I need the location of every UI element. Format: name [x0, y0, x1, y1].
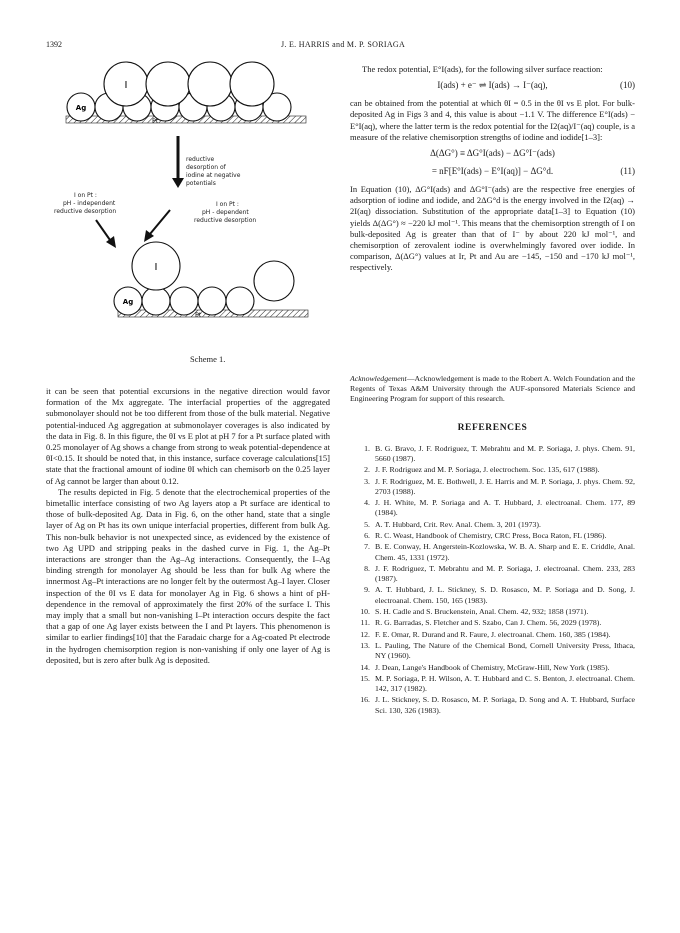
scheme-caption: Scheme 1.: [190, 354, 226, 364]
reference-text: J. L. Stickney, S. D. Rosasco, M. P. Soriaga, D. Song and A. T. Hubbard, Surface Sci. 130, 326 (1983).: [375, 695, 635, 715]
reference-text: J. F. Rodriguez, T. Mebrahtu and M. P. Soriaga, J. electroanal. Chem. 233, 283 (1987).: [375, 563, 635, 584]
reference-number: 4.: [364, 498, 370, 508]
reference-number: 2.: [364, 465, 370, 475]
reference-number: 3.: [364, 476, 370, 486]
reference-item: [350, 663, 635, 673]
reference-text: F. E. Omar, R. Durand and R. Faure, J. electroanal. Chem. 160, 385 (1984).: [375, 629, 611, 639]
iodine-atom: [188, 62, 232, 106]
reference-item: [350, 674, 635, 694]
svg-text:reductive: reductive: [186, 156, 215, 163]
equation-10: I(ads) + e⁻ ⇌ I(ads) → I⁻(aq), (10): [437, 80, 635, 91]
reference-text: J. F. Rodriguez, M. E. Bothwell, J. E. Harris and M. P. Soriaga, J. phys. Chem. 92, 2703 (1988).: [375, 476, 635, 496]
right-column-lower: [350, 374, 635, 717]
arrow-down-head: [172, 178, 184, 188]
svg-text:reductive desorption: reductive desorption: [54, 208, 117, 215]
reference-number: 10.: [360, 606, 370, 616]
reference-number: 5.: [364, 519, 370, 529]
left-column: [46, 386, 330, 666]
paragraph: The redox potential, E°I(ads), for the following silver surface reaction:: [362, 64, 603, 74]
page-number: 1392: [46, 40, 62, 49]
annotation-center: [186, 156, 241, 187]
reference-text: J. H. White, M. P. Soriaga and A. T. Hubbard, J. electroanal. Chem. 177, 89 (1984).: [375, 498, 635, 518]
iodine-atom: [254, 261, 294, 301]
svg-text:reductive desorption: reductive desorption: [194, 217, 257, 224]
reference-number: 14.: [360, 662, 370, 672]
ag-atom: [170, 287, 198, 315]
ag-label: Ag: [75, 104, 87, 112]
paragraph: The results depicted in Fig. 5 denote that the electrochemical properties of the bimetallic interface consisting of two Ag layers atop a Pt surface are identical to those of bulk-deposited Ag. Data in Fig. 6, on the other hand, state that a single layer of Ag on Pt has its own unique interfacial properties, different from bulk Ag. This non-bulk behavior is not unexpected since, as evidenced by the existence of two Ag UPD and stripping peaks in the dashed curve in Fig. 1, the Ag–Pt interactions are stronger than the Ag–Ag interactions. Consequently, the I–Ag binding strength for monolayer Ag should be less than for bulk Ag where the innermost Ag–Pt interactions are no longer felt by the outermost Ag–I layer. Closer inspection of the θI vs E data for monolayer Ag in Fig. 6 shows a hint of pH-dependence in the removal of approximately the first 20% of the surface I. This may imply that a small but non-vanishing I–Pt interaction occurs despite the fact that a gap of one Ag layer exists between the I and Pt layers. This phenomenon is similar to earlier findings[10] that the Faradaic charge for a Ag-coated Pt electrode in the hydrogen chemisorption region is non-vanishing if only one layer of Ag is deposited, but is zero after bulk Ag is deposited.: [46, 486, 330, 665]
scheme-diagram: [46, 60, 336, 360]
ag-atom: [198, 287, 226, 315]
reference-item: [350, 465, 635, 475]
svg-text:I on Pt :: I on Pt :: [74, 192, 97, 199]
reference-text: B. G. Bravo, J. F. Rodriguez, T. Mebrahtu and M. P. Soriaga, J. phys. Chem. 91, 5660 (1987).: [375, 443, 635, 463]
page-header: [46, 40, 640, 54]
reference-item: [350, 630, 635, 640]
reference-text: L. Pauling, The Nature of the Chemical Bond, Cornell University Press, Ithaca, NY (1960).: [375, 641, 635, 661]
reference-item: [350, 695, 635, 715]
reference-number: 16.: [360, 695, 370, 705]
scheme-figure: [46, 60, 336, 360]
reference-item: [350, 564, 635, 584]
reference-text: J. Dean, Lange's Handbook of Chemistry, McGraw-Hill, New York (1985).: [375, 662, 610, 672]
reference-number: 15.: [360, 673, 370, 683]
reference-text: B. E. Conway, H. Angerstein-Kozlowska, W. B. A. Sharp and E. E. Criddle, Anal. Chem. 45, 1331 (1972).: [375, 542, 635, 562]
svg-text:desorption of: desorption of: [186, 164, 226, 171]
paragraph: In Equation (10), ΔG°I(ads) and ΔG°I⁻(ads) are the respective free energies of adsorption of iodine and iodide, and 2ΔG°d is the energy involved in the I2(aq) → 2I(aq) dissociation. Substitution of the appropriate data[1–3] to Equation (10) yields Δ(ΔG°) ≈ −220 kJ mol⁻¹. This means that the chemisorption strength of I on bulk-deposited Ag is greater than that of I⁻ by about 220 kJ mol⁻¹, and chemisorption of zerovalent iodine is overwhelmingly favored over iodide. In comparison, Δ(ΔG°) values at Ir, Pt and Au are −145, −150 and −170 kJ mol⁻¹, respectively.: [350, 184, 635, 273]
reference-item: [350, 498, 635, 518]
reference-number: 9.: [364, 585, 370, 595]
arrow-right: [150, 210, 170, 234]
ag-label: Ag: [122, 298, 134, 306]
reference-item: [350, 585, 635, 605]
reference-item: [350, 531, 635, 541]
ag-atom: [226, 287, 254, 315]
paragraph: it can be seen that potential excursions in the negative direction would favor formation of the Mx aggregate. The interfacial properties of the aggregated submonolayer should not be too different from those of the bulk material. Negative potential-induced Ag aggregation at submonolayer coverages is also indicated by the data in Fig. 8. In this figure, the θI vs E plot at pH 7 for a Pt surface plated with 0.25 monolayer of Ag shows a change from strong to weak potential-dependence at θI<0.15. It should be noted that, in this instance, surface coverage calculations[15] state that the fractional amount of iodine θI which can chemisorb on the 0.25 layer of Ag cannot be larger than about 0.12.: [46, 386, 330, 486]
reference-text: S. H. Cadle and S. Bruckenstein, Anal. Chem. 42, 932; 1858 (1971).: [375, 606, 589, 616]
reference-number: 1.: [364, 443, 370, 453]
reference-item: [350, 607, 635, 617]
reference-number: 11.: [360, 618, 370, 628]
reference-number: 6.: [364, 531, 370, 541]
references-list: [350, 444, 635, 716]
equation-11a: Δ(ΔG°) ≡ ΔG°I(ads) − ΔG°I⁻(ads): [430, 148, 555, 159]
equation-11b: = nF[E°I(ads) − E°I(aq)] − ΔG°d. (11): [431, 166, 635, 177]
arrow-left: [96, 220, 110, 240]
svg-text:iodine at negative: iodine at negative: [186, 172, 241, 179]
reference-number: 12.: [360, 629, 370, 639]
iodine-label: I: [154, 262, 158, 273]
right-column: [350, 64, 635, 274]
annotation-left: [54, 192, 116, 215]
paragraph: can be obtained from the potential at which θI = 0.5 in the θI vs E plot. For bulk-deposited Ag in Figs 3 and 4, this value is about −1.1 V. The difference E°I(ads) − E°I(aq), where the latter term is the redox potential for the I2(aq)/I⁻(aq) couple, is a measure of the relative chemisorption strengths of iodine and iodide[1–3]:: [350, 98, 635, 142]
reference-text: M. P. Soriaga, P. H. Wilson, A. T. Hubbard and C. S. Benton, J. electroanal. Chem. 142, 317 (1982).: [375, 673, 635, 694]
pt-label: Pt: [152, 117, 159, 125]
reference-item: [350, 477, 635, 497]
iodine-atom: [146, 62, 190, 106]
svg-text:pH - dependent: pH - dependent: [202, 209, 249, 216]
reference-text: A. T. Hubbard, Crit. Rev. Anal. Chem. 3, 201 (1973).: [375, 519, 541, 529]
reference-number: 8.: [364, 563, 370, 573]
reference-text: A. T. Hubbard, J. L. Stickney, S. D. Rosasco, M. P. Soriaga and D. Song, J. electroanal. Chem. 150, 165 (1983).: [375, 585, 635, 605]
pt-label: Pt: [195, 311, 202, 319]
ack-text: —Acknowledgement is made to the Robert A. Welch Foundation and the Regents of Texas A&M University through the AUF-sponsored Materials Science and Engineering Program for support of this research.: [350, 374, 635, 404]
iodine-label: I: [124, 80, 128, 91]
svg-text:pH - independent: pH - independent: [63, 200, 116, 207]
running-head: J. E. HARRIS and M. P. SORIAGA: [280, 40, 406, 49]
bottom-structure: [114, 242, 308, 319]
reference-item: [350, 542, 635, 562]
annotation-right: [194, 201, 256, 224]
iodine-atom: [230, 62, 274, 106]
ag-atom: [142, 287, 170, 315]
references-title: REFERENCES: [457, 422, 528, 433]
reference-number: 13.: [360, 641, 370, 651]
reference-item: [350, 618, 635, 628]
reference-text: R. G. Barradas, S. Fletcher and S. Szabo, Can J. Chem. 56, 2029 (1978).: [375, 618, 602, 628]
top-structure: [66, 62, 306, 125]
ack-label: Acknowledgement: [350, 374, 407, 383]
reference-item: [350, 520, 635, 530]
reference-item: [350, 444, 635, 464]
svg-text:I on Pt :: I on Pt :: [216, 201, 239, 208]
svg-text:potentials: potentials: [186, 180, 216, 187]
reference-text: R. C. Weast, Handbook of Chemistry, CRC Press, Boca Raton, FL (1986).: [375, 531, 607, 541]
reference-text: J. F. Rodriguez and M. P. Soriaga, J. electrochem. Soc. 135, 617 (1988).: [375, 465, 600, 475]
reference-number: 7.: [364, 542, 370, 552]
acknowledgement: [350, 374, 635, 405]
reference-item: [350, 641, 635, 661]
